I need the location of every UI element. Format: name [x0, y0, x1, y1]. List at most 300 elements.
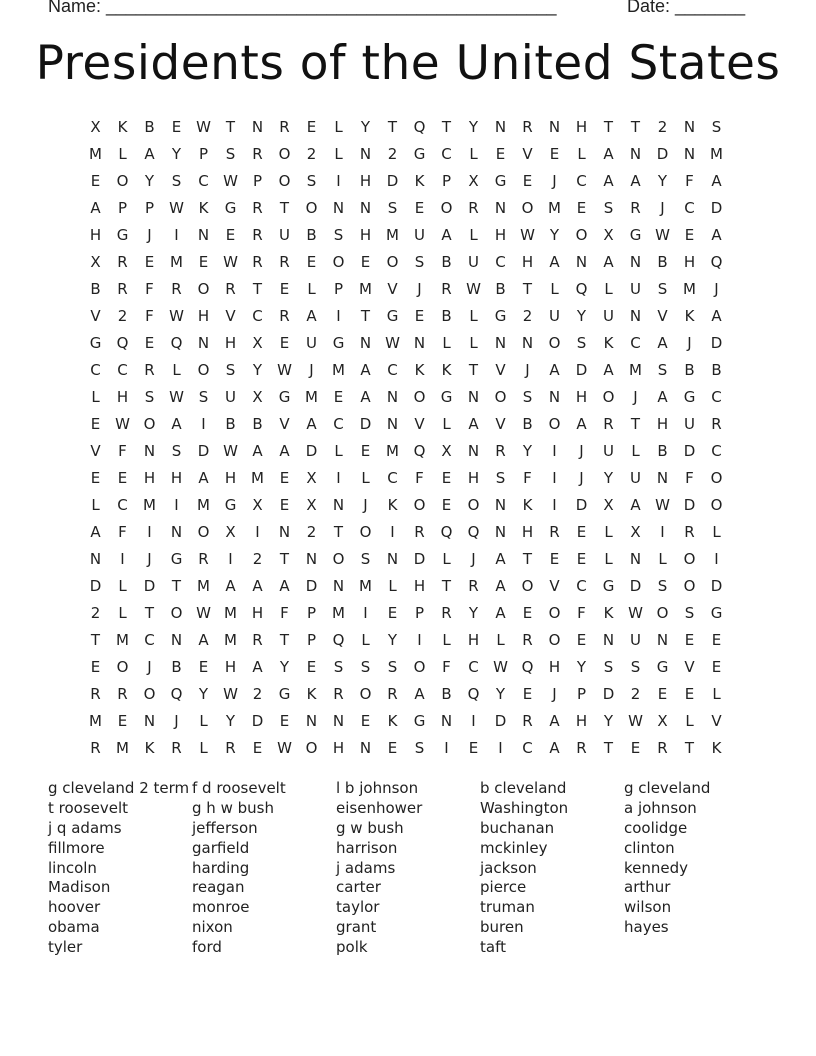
grid-letter: W — [628, 603, 643, 622]
grid-letter: V — [684, 657, 695, 676]
grid-letter: O — [305, 198, 318, 217]
grid-letter: M — [332, 603, 345, 622]
grid-letter: N — [683, 144, 696, 163]
grid-letter: V — [279, 414, 290, 433]
grid-letter: G — [440, 387, 453, 406]
grid-letter: G — [89, 333, 102, 352]
grid-letter: L — [469, 333, 478, 352]
grid-letter: Y — [495, 684, 506, 703]
grid-letter: A — [549, 360, 560, 379]
grid-letter: L — [577, 144, 586, 163]
grid-letter: D — [251, 711, 264, 730]
grid-letter: E — [576, 198, 587, 217]
grid-letter: S — [171, 171, 182, 190]
grid-letter: C — [576, 576, 587, 595]
grid-letter: W — [196, 117, 211, 136]
grid-letter: O — [359, 684, 372, 703]
grid-letter: B — [711, 360, 722, 379]
grid-letter: S — [657, 576, 668, 595]
grid-letter: Y — [603, 711, 614, 730]
grid-letter: U — [630, 468, 641, 487]
grid-letter: N — [278, 522, 291, 541]
grid-letter: R — [198, 549, 209, 568]
grid-letter: S — [576, 333, 587, 352]
grid-letter: D — [575, 495, 588, 514]
grid-letter: K — [198, 198, 209, 217]
grid-letter: N — [629, 549, 642, 568]
grid-letter: N — [386, 549, 399, 568]
grid-letter: O — [332, 252, 345, 271]
grid-letter: B — [225, 414, 236, 433]
word-bank-item: hayes — [624, 918, 669, 937]
grid-letter: M — [89, 711, 102, 730]
grid-letter: A — [603, 144, 614, 163]
grid-letter: P — [117, 198, 128, 217]
word-bank-item: tyler — [48, 938, 83, 957]
grid-letter: U — [603, 306, 614, 325]
grid-letter: W — [493, 657, 508, 676]
grid-letter: D — [683, 495, 696, 514]
word-bank-item: lincoln — [48, 858, 97, 877]
grid-letter: B — [441, 684, 452, 703]
grid-letter: B — [441, 306, 452, 325]
grid-letter: E — [522, 684, 533, 703]
grid-letter: Q — [467, 684, 480, 703]
grid-letter: V — [711, 711, 722, 730]
grid-letter: R — [468, 576, 479, 595]
grid-letter: E — [360, 711, 371, 730]
grid-letter: U — [279, 225, 290, 244]
grid-letter: U — [306, 333, 317, 352]
grid-letter: X — [468, 171, 479, 190]
grid-letter: X — [657, 711, 668, 730]
grid-letter: I — [147, 522, 152, 541]
grid-letter: N — [629, 252, 642, 271]
grid-letter: O — [413, 495, 426, 514]
grid-letter: 2 — [252, 549, 263, 568]
grid-letter: M — [683, 279, 696, 298]
grid-letter: R — [711, 414, 722, 433]
grid-letter: L — [442, 549, 451, 568]
grid-letter: E — [333, 387, 344, 406]
grid-letter: O — [548, 630, 561, 649]
grid-letter: O — [170, 603, 183, 622]
grid-letter: L — [550, 279, 559, 298]
grid-letter: E — [576, 522, 587, 541]
grid-letter: F — [280, 603, 289, 622]
grid-letter: P — [144, 198, 155, 217]
grid-letter: A — [711, 306, 722, 325]
word-bank-item: buchanan — [480, 818, 555, 837]
grid-letter: R — [387, 684, 398, 703]
grid-letter: R — [522, 117, 533, 136]
grid-letter: Y — [279, 657, 290, 676]
grid-letter: K — [603, 333, 614, 352]
grid-letter: L — [604, 522, 613, 541]
grid-letter: N — [683, 117, 696, 136]
grid-letter: F — [442, 657, 451, 676]
grid-letter: I — [336, 306, 341, 325]
grid-letter: Y — [603, 468, 614, 487]
grid-letter: J — [471, 549, 476, 568]
grid-letter: N — [413, 333, 426, 352]
grid-letter: I — [363, 603, 368, 622]
grid-letter: N — [359, 198, 372, 217]
word-bank-column — [480, 779, 624, 958]
grid-letter: A — [360, 360, 371, 379]
grid-letter: J — [579, 441, 584, 460]
grid-letter: A — [495, 603, 506, 622]
grid-letter: A — [657, 333, 668, 352]
grid-letter: R — [468, 198, 479, 217]
grid-letter: H — [224, 468, 237, 487]
grid-letter: J — [309, 360, 314, 379]
grid-letter: I — [417, 630, 422, 649]
grid-letter: H — [251, 603, 264, 622]
grid-letter: N — [602, 630, 615, 649]
grid-letter: C — [198, 171, 209, 190]
grid-letter: U — [603, 441, 614, 460]
grid-letter: W — [655, 495, 670, 514]
grid-letter: K — [387, 495, 398, 514]
grid-letter: R — [414, 522, 425, 541]
grid-letter: I — [255, 522, 260, 541]
grid-letter: H — [170, 468, 183, 487]
grid-letter: F — [145, 279, 154, 298]
grid-letter: I — [174, 225, 179, 244]
grid-letter: L — [712, 684, 721, 703]
grid-letter: W — [169, 306, 184, 325]
grid-letter: S — [171, 441, 182, 460]
grid-letter: A — [306, 414, 317, 433]
grid-letter: J — [363, 495, 368, 514]
grid-letter: L — [496, 630, 505, 649]
grid-letter: K — [117, 117, 128, 136]
grid-letter: R — [657, 738, 668, 757]
grid-letter: Y — [144, 171, 155, 190]
grid-letter: R — [252, 252, 263, 271]
grid-letter: W — [169, 387, 184, 406]
grid-letter: K — [684, 306, 695, 325]
grid-letter: N — [656, 630, 669, 649]
word-bank-item: g h w bush — [192, 798, 274, 817]
grid-letter: L — [199, 738, 208, 757]
word-bank-item: monroe — [192, 898, 250, 917]
word-bank-item: buren — [480, 918, 524, 937]
grid-letter: P — [306, 603, 317, 622]
word-bank-item: coolidge — [624, 818, 688, 837]
grid-letter: G — [224, 495, 237, 514]
grid-letter: X — [306, 495, 317, 514]
grid-letter: 2 — [90, 603, 101, 622]
grid-letter: L — [604, 279, 613, 298]
grid-letter: E — [225, 225, 236, 244]
grid-letter: E — [441, 495, 452, 514]
grid-letter: A — [576, 414, 587, 433]
grid-letter: A — [252, 576, 263, 595]
grid-letter: X — [441, 441, 452, 460]
word-bank-item: arthur — [624, 878, 671, 897]
word-bank-item: ford — [192, 938, 222, 957]
grid-letter: Y — [252, 360, 263, 379]
grid-letter: J — [633, 387, 638, 406]
grid-letter: Q — [170, 684, 183, 703]
grid-letter: T — [387, 117, 398, 136]
grid-letter: L — [172, 360, 181, 379]
grid-letter: N — [170, 522, 183, 541]
grid-letter: K — [711, 738, 722, 757]
grid-letter: E — [117, 468, 128, 487]
grid-letter: A — [171, 414, 182, 433]
grid-letter: Y — [225, 711, 236, 730]
grid-letter: M — [251, 468, 264, 487]
grid-letter: N — [494, 495, 507, 514]
grid-letter: A — [90, 522, 101, 541]
grid-letter: X — [603, 225, 614, 244]
grid-letter: B — [306, 225, 317, 244]
grid-letter: H — [89, 225, 102, 244]
grid-letter: O — [278, 144, 291, 163]
word-bank-item: f d roosevelt — [192, 779, 286, 797]
grid-letter: J — [552, 684, 557, 703]
grid-letter: M — [197, 495, 210, 514]
date-field-line: Date: _______ — [627, 0, 746, 16]
word-bank-item: jackson — [480, 858, 537, 877]
grid-letter: J — [174, 711, 179, 730]
grid-letter: S — [225, 144, 236, 163]
grid-letter: X — [252, 387, 263, 406]
grid-letter: B — [684, 360, 695, 379]
grid-letter: Y — [468, 603, 479, 622]
grid-letter: M — [143, 495, 156, 514]
grid-letter: C — [117, 360, 128, 379]
grid-letter: T — [441, 117, 452, 136]
grid-letter: H — [359, 171, 372, 190]
grid-letter: H — [143, 468, 156, 487]
grid-letter: G — [116, 225, 129, 244]
grid-letter: Y — [576, 657, 587, 676]
grid-letter: D — [602, 684, 615, 703]
grid-letter: J — [714, 279, 719, 298]
grid-letter: S — [657, 360, 668, 379]
grid-letter: T — [279, 198, 290, 217]
grid-letter: A — [306, 306, 317, 325]
grid-letter: O — [359, 522, 372, 541]
grid-letter: T — [360, 306, 371, 325]
grid-letter: N — [143, 441, 156, 460]
grid-letter: E — [576, 630, 587, 649]
grid-letter: I — [201, 414, 206, 433]
grid-letter: A — [657, 387, 668, 406]
grid-letter: A — [414, 684, 425, 703]
grid-letter: L — [604, 549, 613, 568]
grid-letter: V — [522, 144, 533, 163]
word-bank-item: t roosevelt — [48, 798, 129, 817]
grid-letter: Q — [332, 630, 345, 649]
grid-letter: H — [494, 225, 507, 244]
grid-letter: P — [333, 279, 344, 298]
grid-letter: O — [332, 549, 345, 568]
grid-letter: T — [630, 117, 641, 136]
grid-letter: E — [90, 171, 101, 190]
grid-letter: A — [549, 738, 560, 757]
grid-letter: N — [467, 387, 480, 406]
grid-letter: A — [711, 225, 722, 244]
word-search-grid — [82, 113, 730, 761]
grid-letter: E — [684, 225, 695, 244]
grid-letter: T — [603, 738, 614, 757]
grid-letter: W — [223, 684, 238, 703]
word-bank-item: g w bush — [336, 818, 404, 837]
grid-letter: A — [549, 252, 560, 271]
grid-letter: J — [687, 333, 692, 352]
grid-letter: O — [467, 495, 480, 514]
grid-letter: D — [305, 576, 318, 595]
grid-letter: Y — [657, 171, 668, 190]
grid-letter: K — [306, 684, 317, 703]
grid-letter: X — [90, 252, 101, 271]
grid-letter: M — [197, 576, 210, 595]
grid-letter: N — [494, 198, 507, 217]
grid-letter: R — [279, 306, 290, 325]
grid-letter: V — [414, 414, 425, 433]
grid-letter: R — [252, 630, 263, 649]
grid-letter: A — [279, 441, 290, 460]
grid-letter: T — [279, 630, 290, 649]
grid-letter: 2 — [306, 522, 317, 541]
grid-letter: H — [116, 387, 129, 406]
grid-letter: R — [333, 684, 344, 703]
grid-letter: K — [441, 360, 452, 379]
grid-letter: A — [225, 576, 236, 595]
word-bank-item: eisenhower — [336, 798, 423, 817]
grid-letter: O — [413, 387, 426, 406]
grid-letter: 2 — [630, 684, 641, 703]
grid-letter: F — [685, 468, 694, 487]
grid-letter: O — [683, 549, 696, 568]
grid-letter: L — [334, 441, 343, 460]
grid-letter: O — [521, 198, 534, 217]
grid-letter: A — [468, 414, 479, 433]
grid-letter: N — [89, 549, 102, 568]
word-bank-item: jefferson — [192, 818, 258, 837]
grid-letter: O — [710, 468, 723, 487]
grid-letter: V — [387, 279, 398, 298]
grid-letter: W — [655, 225, 670, 244]
grid-letter: E — [198, 657, 209, 676]
grid-letter: K — [414, 171, 425, 190]
grid-letter: C — [387, 468, 398, 487]
grid-letter: S — [360, 657, 371, 676]
word-bank-item: reagan — [192, 878, 245, 897]
word-bank-item: g cleveland 2 term — [48, 779, 190, 797]
grid-letter: H — [197, 306, 210, 325]
word-bank-item: b cleveland — [480, 779, 567, 797]
grid-letter: V — [495, 360, 506, 379]
grid-letter: N — [359, 738, 372, 757]
grid-letter: R — [522, 711, 533, 730]
grid-letter: O — [197, 279, 210, 298]
word-bank-item: carter — [336, 878, 381, 897]
grid-letter: B — [144, 117, 155, 136]
grid-letter: O — [548, 414, 561, 433]
grid-letter: O — [413, 657, 426, 676]
grid-letter: E — [657, 684, 668, 703]
grid-letter: D — [629, 576, 642, 595]
grid-letter: Q — [575, 279, 588, 298]
grid-letter: O — [575, 225, 588, 244]
grid-letter: C — [711, 441, 722, 460]
grid-letter: K — [522, 495, 533, 514]
grid-letter: S — [306, 171, 317, 190]
grid-letter: M — [89, 144, 102, 163]
grid-letter: E — [252, 738, 263, 757]
grid-letter: J — [525, 360, 530, 379]
grid-letter: R — [117, 684, 128, 703]
grid-letter: N — [494, 117, 507, 136]
grid-letter: Q — [116, 333, 129, 352]
grid-letter: Q — [440, 522, 453, 541]
grid-letter: R — [576, 738, 587, 757]
grid-letter: R — [117, 279, 128, 298]
grid-letter: W — [115, 414, 130, 433]
grid-letter: N — [305, 549, 318, 568]
grid-letter: L — [658, 549, 667, 568]
grid-letter: V — [90, 306, 101, 325]
grid-letter: E — [279, 279, 290, 298]
grid-letter: N — [629, 306, 642, 325]
grid-letter: H — [467, 468, 480, 487]
grid-letter: W — [628, 711, 643, 730]
grid-letter: I — [498, 738, 503, 757]
grid-letter: Q — [521, 657, 534, 676]
grid-letter: N — [656, 468, 669, 487]
grid-letter: E — [306, 117, 317, 136]
grid-letter: R — [144, 360, 155, 379]
grid-letter: R — [117, 252, 128, 271]
grid-letter: D — [197, 441, 210, 460]
grid-letter: S — [657, 279, 668, 298]
grid-letter: I — [120, 549, 125, 568]
word-bank-item: taylor — [336, 898, 380, 917]
grid-letter: G — [413, 711, 426, 730]
page-title: Presidents of the United States — [35, 36, 781, 91]
grid-letter: D — [710, 333, 723, 352]
grid-letter: O — [440, 198, 453, 217]
grid-letter: J — [417, 279, 422, 298]
grid-letter: S — [333, 225, 344, 244]
grid-letter: M — [386, 441, 399, 460]
grid-letter: A — [495, 549, 506, 568]
grid-letter: H — [575, 711, 588, 730]
grid-letter: F — [145, 306, 154, 325]
grid-letter: Y — [360, 117, 371, 136]
grid-letter: Q — [467, 522, 480, 541]
grid-letter: C — [630, 333, 641, 352]
grid-letter: A — [630, 495, 641, 514]
grid-letter: T — [225, 117, 236, 136]
grid-letter: E — [360, 441, 371, 460]
grid-letter: A — [279, 576, 290, 595]
grid-letter: E — [306, 657, 317, 676]
grid-letter: T — [684, 738, 695, 757]
grid-letter: H — [683, 252, 696, 271]
grid-letter: C — [441, 144, 452, 163]
grid-letter: E — [711, 657, 722, 676]
grid-letter: X — [225, 522, 236, 541]
word-bank-item: l b johnson — [336, 779, 419, 797]
grid-letter: S — [603, 198, 614, 217]
